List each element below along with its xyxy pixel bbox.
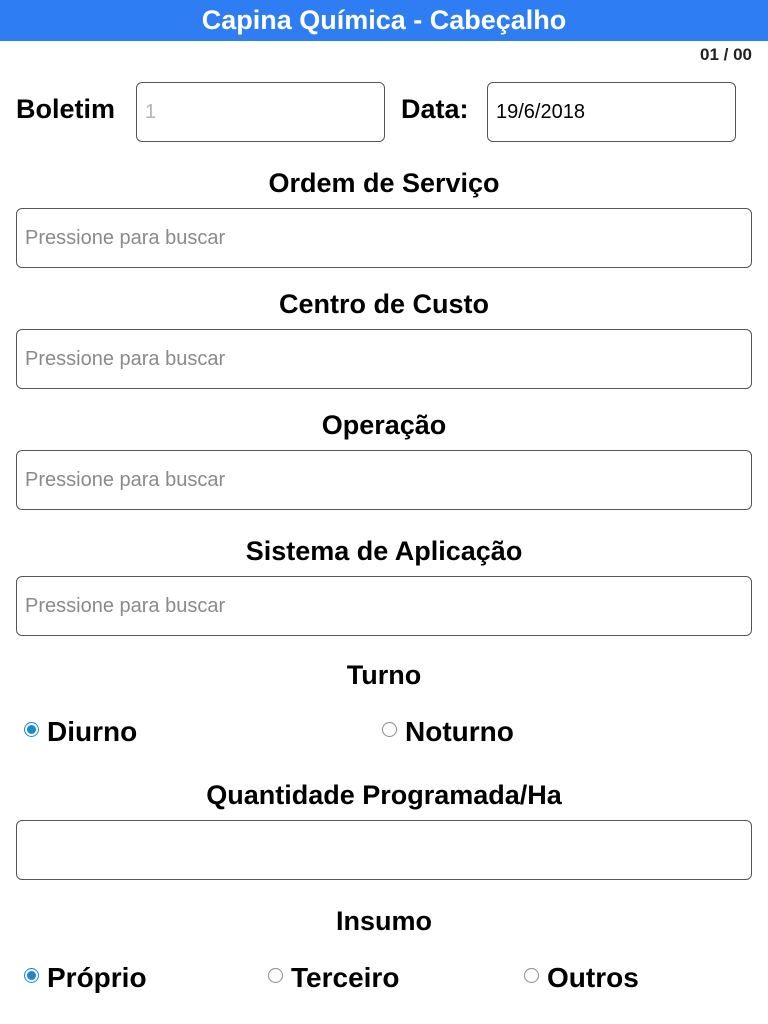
radio-label: Outros: [547, 962, 639, 993]
insumo-terceiro-radio[interactable]: [268, 962, 399, 994]
turno-diurno-radio[interactable]: [24, 716, 137, 748]
ordem-servico-field[interactable]: [16, 208, 752, 268]
centro-custo-field[interactable]: [16, 329, 752, 389]
data-label: Data:: [401, 94, 469, 124]
radio-label: Próprio: [47, 962, 147, 993]
insumo-proprio-radio[interactable]: [24, 962, 147, 994]
turno-noturno-radio[interactable]: [382, 716, 514, 748]
radio-label: Noturno: [405, 716, 514, 747]
radio-unchecked-icon: [268, 968, 283, 983]
operacao-field[interactable]: [16, 450, 752, 510]
quantidade-field[interactable]: [16, 820, 752, 880]
app-title-bar: [0, 0, 768, 41]
boletim-input[interactable]: [136, 82, 385, 142]
operacao-label: Operação: [321, 410, 447, 440]
sistema-aplicacao-field[interactable]: [16, 576, 752, 636]
radio-unchecked-icon: [382, 722, 397, 737]
page-counter: 01 / 00: [700, 45, 752, 64]
radio-unchecked-icon: [524, 968, 539, 983]
page-title: Capina Química - Cabeçalho: [201, 5, 567, 35]
sistema-aplicacao-label: Sistema de Aplicação: [245, 536, 523, 566]
radio-label: Terceiro: [291, 962, 400, 993]
insumo-outros-radio[interactable]: [524, 962, 639, 994]
insumo-label: Insumo: [335, 906, 432, 936]
radio-label: Diurno: [47, 716, 138, 747]
radio-checked-icon: [24, 968, 39, 983]
radio-checked-icon: [24, 722, 39, 737]
turno-label: Turno: [346, 660, 422, 690]
boletim-label: Boletim: [16, 94, 116, 124]
centro-custo-label: Centro de Custo: [278, 289, 489, 319]
quantidade-label: Quantidade Programada/Ha: [206, 780, 562, 810]
ordem-servico-label: Ordem de Serviço: [268, 168, 500, 198]
date-input[interactable]: [487, 82, 736, 142]
